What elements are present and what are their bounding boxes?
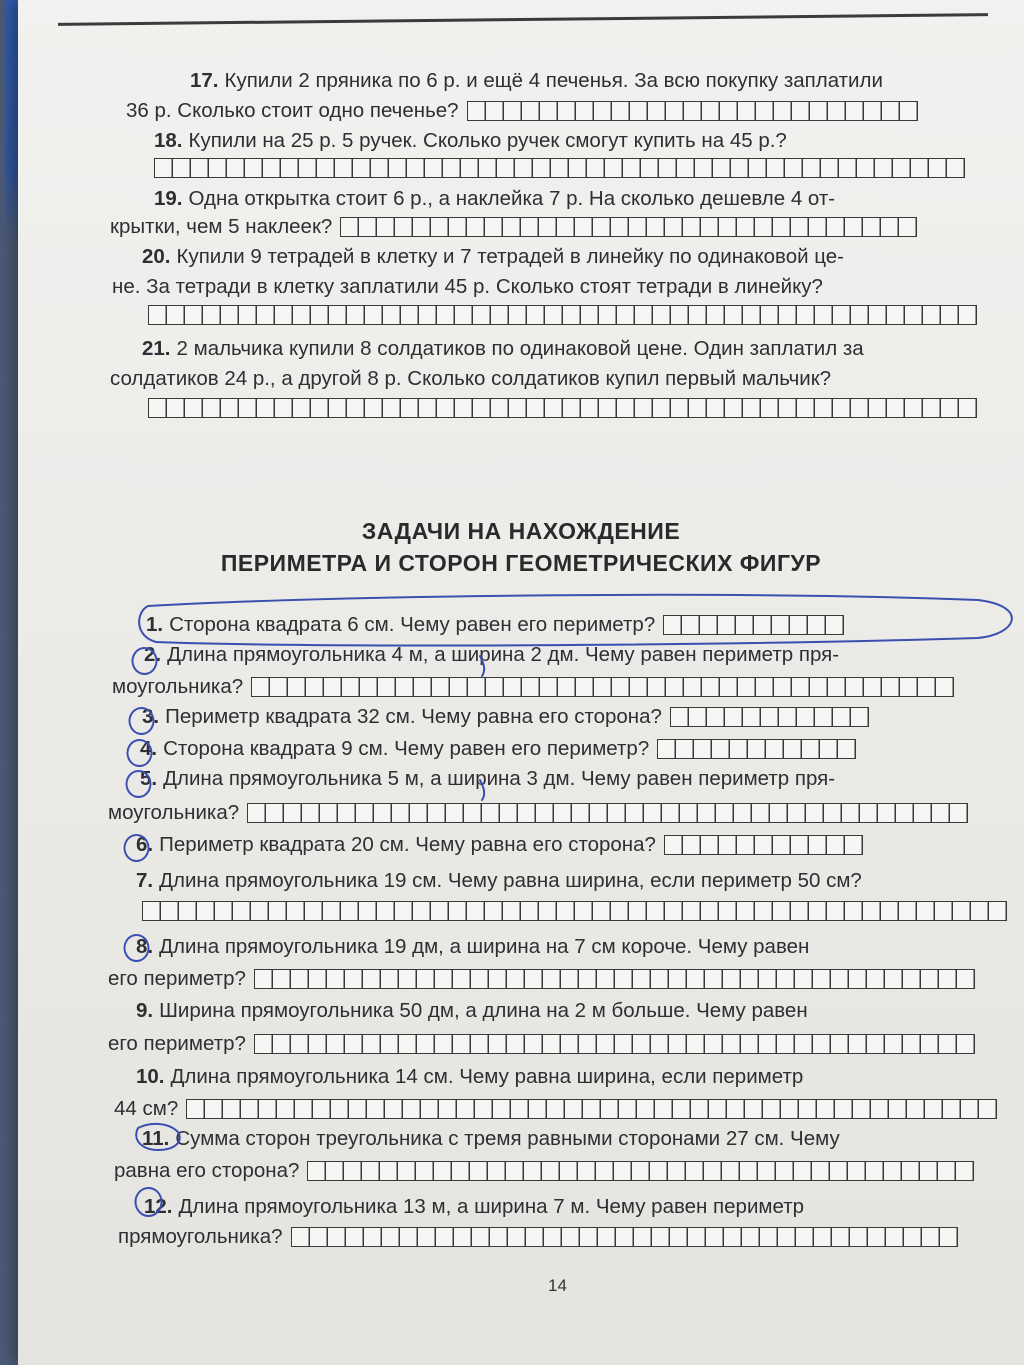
problem-line-q10a bbox=[136, 1064, 803, 1090]
problem-line-q2a bbox=[144, 642, 839, 668]
problem-line-q7a bbox=[136, 868, 862, 894]
answer-box-grid[interactable] bbox=[254, 969, 975, 989]
workbook-page bbox=[18, 0, 1024, 1365]
problem-text: Купили на 25 р. 5 ручек. Сколько ручек смогут купить на 45 р.? bbox=[188, 129, 787, 152]
problem-text: прямоугольника? bbox=[118, 1225, 283, 1248]
problem-text: Длина прямоугольника 19 дм, а ширина на 7 см короче. Чему равен bbox=[159, 935, 810, 958]
problem-number: 10. bbox=[136, 1065, 165, 1088]
problem-number: 8. bbox=[136, 935, 154, 958]
problem-line-q10b bbox=[114, 1096, 997, 1122]
answer-box-grid[interactable] bbox=[247, 803, 968, 823]
problem-text: Длина прямоугольника 14 см. Чему равна ширина, если периметр bbox=[170, 1065, 804, 1088]
problem-number: 4. bbox=[140, 737, 158, 760]
problem-number: 18. bbox=[154, 129, 183, 152]
problem-line-q8b bbox=[108, 966, 975, 992]
problem-line-p19b bbox=[110, 214, 917, 240]
answer-box-grid[interactable] bbox=[340, 217, 917, 237]
problem-number: 21. bbox=[142, 337, 171, 360]
problem-line-p21a bbox=[142, 336, 864, 362]
problem-text: крытки, чем 5 наклеек? bbox=[110, 215, 333, 238]
problem-line-q2b bbox=[112, 674, 954, 700]
problem-number: 20. bbox=[142, 245, 171, 268]
problem-number: 19. bbox=[154, 187, 183, 210]
page-number: 14 bbox=[548, 1276, 567, 1295]
answer-box-grid[interactable] bbox=[307, 1161, 974, 1181]
problem-line-q12a bbox=[144, 1194, 804, 1220]
problem-number: 11. bbox=[142, 1127, 170, 1150]
problem-text: моугольника? bbox=[112, 675, 244, 698]
problem-line-p17b bbox=[126, 98, 918, 124]
problem-text: Одна открытка стоит 6 р., а наклейка 7 р. На сколько дешевле 4 от- bbox=[188, 187, 836, 210]
answer-box-grid[interactable] bbox=[154, 158, 965, 178]
problem-text: Сторона квадрата 6 см. Чему равен его периметр? bbox=[169, 613, 656, 636]
answer-box-grid[interactable] bbox=[254, 1034, 975, 1054]
problem-text: его периметр? bbox=[108, 1032, 246, 1055]
problem-line-q11b bbox=[114, 1158, 974, 1184]
problem-number: 17. bbox=[190, 69, 219, 92]
problem-number: 6. bbox=[136, 833, 154, 856]
problem-text: Периметр квадрата 20 см. Чему равна его сторона? bbox=[159, 833, 656, 856]
problem-line-q5a bbox=[140, 766, 835, 792]
problem-text: Длина прямоугольника 19 см. Чему равна ширина, если периметр 50 см? bbox=[159, 869, 862, 892]
problem-line-q9a bbox=[136, 998, 808, 1024]
answer-box-grid[interactable] bbox=[186, 1099, 997, 1119]
problem-number: 1. bbox=[146, 613, 164, 636]
section-title-line2: ПЕРИМЕТРА И СТОРОН ГЕОМЕТРИЧЕСКИХ ФИГУР bbox=[220, 550, 822, 576]
problem-line-p21c bbox=[148, 398, 977, 418]
problem-text: Длина прямоугольника 4 м, а ширина 2 дм. Чему равен периметр пря- bbox=[167, 643, 840, 666]
answer-box-grid[interactable] bbox=[148, 305, 977, 325]
answer-box-grid[interactable] bbox=[664, 835, 863, 855]
problem-line-q5b bbox=[108, 800, 968, 826]
problem-text: Сторона квадрата 9 см. Чему равен его периметр? bbox=[163, 737, 650, 760]
problem-number: 5. bbox=[140, 767, 158, 790]
answer-box-grid[interactable] bbox=[657, 739, 856, 759]
problem-line-p20b bbox=[112, 274, 823, 300]
answer-box-grid[interactable] bbox=[142, 901, 1007, 921]
answer-box-grid[interactable] bbox=[251, 677, 954, 697]
answer-box-grid[interactable] bbox=[670, 707, 869, 727]
problem-text: моугольника? bbox=[108, 801, 240, 824]
problem-number: 3. bbox=[142, 705, 160, 728]
problem-text: Периметр квадрата 32 см. Чему равна его сторона? bbox=[165, 705, 662, 728]
problem-line-p20a bbox=[142, 244, 844, 270]
top-rule bbox=[58, 13, 988, 26]
problem-line-q9b bbox=[108, 1031, 975, 1057]
problem-number: 2. bbox=[144, 643, 162, 666]
problem-line-p21b bbox=[110, 366, 831, 392]
problem-line-p20c bbox=[148, 305, 977, 325]
problem-line-q6 bbox=[136, 832, 863, 858]
problem-line-p18b bbox=[154, 158, 965, 178]
problem-text: Купили 9 тетрадей в клетку и 7 тетрадей в линейку по одинаковой це- bbox=[176, 245, 845, 268]
problem-text: 44 см? bbox=[114, 1097, 179, 1120]
problem-line-p19a bbox=[154, 186, 835, 212]
problem-text: 36 р. Сколько стоит одно печенье? bbox=[126, 99, 459, 122]
problem-text: не. За тетради в клетку заплатили 45 р. Сколько стоят тетради в линейку? bbox=[112, 275, 823, 298]
problem-text: Купили 2 пряника по 6 р. и ещё 4 печенья. За всю покупку заплатили bbox=[224, 69, 883, 92]
problem-line-q11a bbox=[142, 1126, 840, 1152]
problem-line-q1 bbox=[146, 612, 844, 638]
answer-box-grid[interactable] bbox=[291, 1227, 958, 1247]
problem-number: 12. bbox=[144, 1195, 173, 1218]
problem-line-q4 bbox=[140, 736, 856, 762]
problem-text: его периметр? bbox=[108, 967, 246, 990]
answer-box-grid[interactable] bbox=[467, 101, 918, 121]
problem-text: Сумма сторон треугольника с тремя равными сторонами 27 см. Чему bbox=[175, 1127, 840, 1150]
problem-line-p17a bbox=[190, 68, 883, 94]
problem-line-q7b bbox=[142, 901, 1007, 921]
problem-line-q12b bbox=[118, 1224, 958, 1250]
problem-text: 2 мальчика купили 8 солдатиков по одинаковой цене. Один заплатил за bbox=[176, 337, 864, 360]
problem-number: 9. bbox=[136, 999, 154, 1022]
problem-line-q8a bbox=[136, 934, 809, 960]
section-title-line1: ЗАДАЧИ НА НАХОЖДЕНИЕ bbox=[361, 518, 681, 544]
problem-text: солдатиков 24 р., а другой 8 р. Сколько солдатиков купил первый мальчик? bbox=[110, 367, 832, 390]
answer-box-grid[interactable] bbox=[663, 615, 844, 635]
problem-text: Длина прямоугольника 13 м, а ширина 7 м. Чему равен периметр bbox=[178, 1195, 805, 1218]
problem-number: 7. bbox=[136, 869, 154, 892]
problem-text: Ширина прямоугольника 50 дм, а длина на 2 м больше. Чему равен bbox=[159, 999, 808, 1022]
problem-line-p18a bbox=[154, 128, 787, 154]
answer-box-grid[interactable] bbox=[148, 398, 977, 418]
problem-text: равна его сторона? bbox=[114, 1159, 300, 1182]
problem-text: Длина прямоугольника 5 м, а ширина 3 дм. Чему равен периметр пря- bbox=[163, 767, 836, 790]
problem-line-q3 bbox=[142, 704, 869, 730]
